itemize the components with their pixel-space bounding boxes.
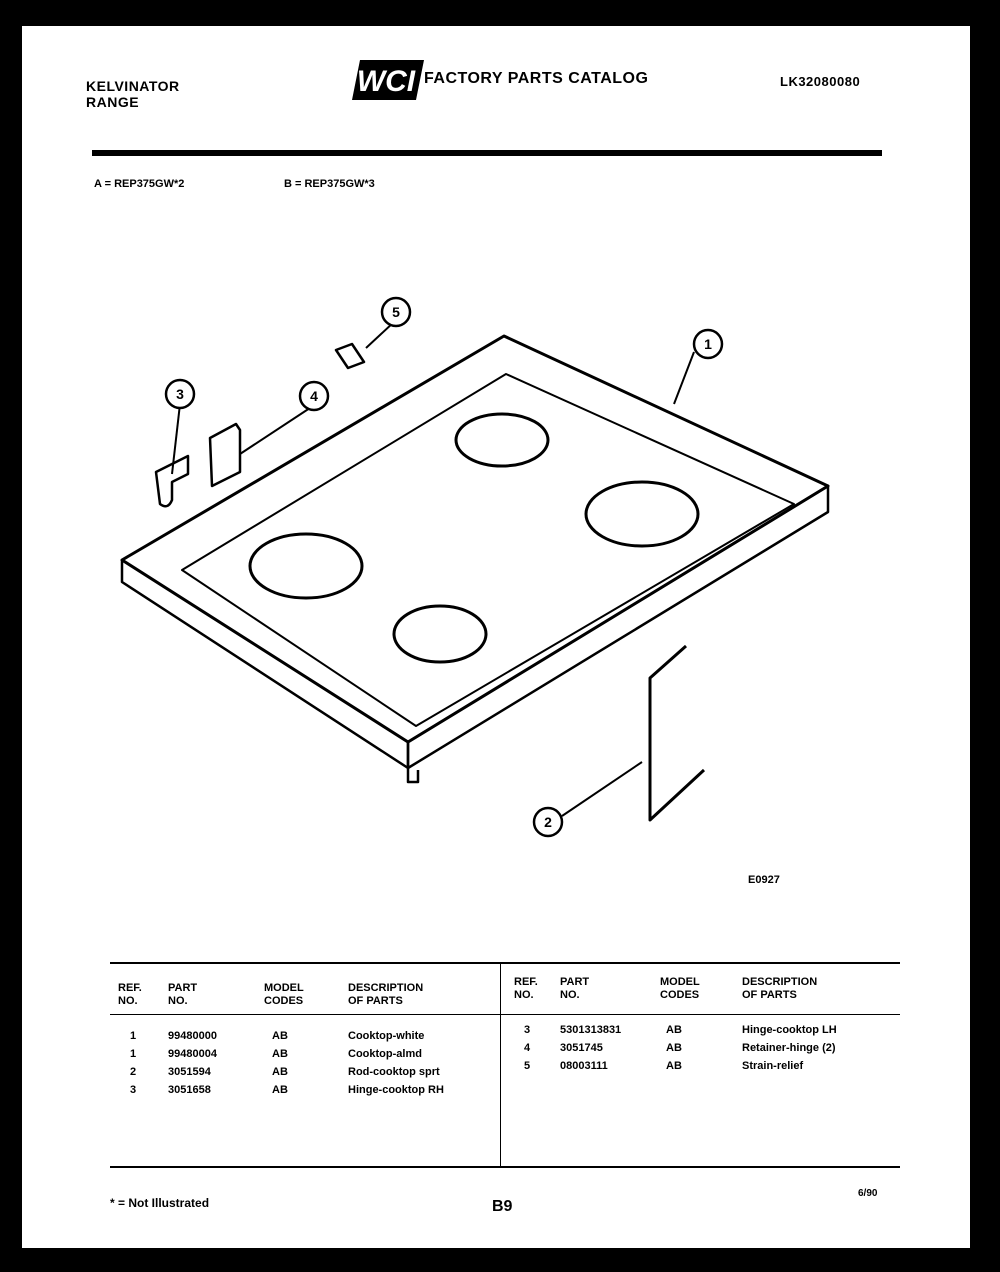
header-description-right: DESCRIPTION OF PARTS bbox=[742, 976, 818, 1001]
burner-opening-rear-right bbox=[586, 482, 698, 546]
page-number: B9 bbox=[492, 1198, 513, 1215]
burner-opening-rear-left bbox=[456, 414, 548, 466]
table-top-rule bbox=[110, 962, 900, 964]
part-5-strain-relief bbox=[336, 344, 364, 368]
table-column-divider bbox=[500, 962, 501, 1166]
callout-4: 4 bbox=[310, 388, 318, 404]
burner-opening-front-right bbox=[394, 606, 486, 662]
burner-opening-front-left bbox=[250, 534, 362, 598]
table-bottom-rule bbox=[110, 1166, 900, 1168]
part-2-rod bbox=[650, 646, 704, 820]
model-a-code: A = REP375GW*2 bbox=[94, 178, 185, 190]
not-illustrated-note: * = Not Illustrated bbox=[110, 1196, 210, 1210]
callout-3: 3 bbox=[176, 386, 184, 402]
cooktop-right-edge bbox=[408, 486, 828, 768]
cooktop-front-edge bbox=[122, 560, 408, 768]
header-ref-no: REF. NO. bbox=[118, 982, 142, 1007]
header-ref-no-right: REF. NO. bbox=[514, 976, 538, 1001]
header-part-no-right: PART NO. bbox=[560, 976, 590, 1001]
catalog-number: LK32080080 bbox=[780, 74, 861, 89]
svg-text:WCI: WCI bbox=[356, 65, 416, 98]
catalog-page: KELVINATOR RANGE WCI FACTORY PARTS CATALOG LK32080080 A = REP375GW*2 B = REP375GW*3 1 2 3 4 5 E0927 REF. NO. PART NO. MODEL CODES DESCRIPTION OF PARTS REF. NO. PART NO. MODEL CODES DESCRIPTION OF PARTS 1 99480000 AB Cooktop-white 1 99480004 AB Cooktop-almd 2 3051594 AB Rod-cooktop sprt 3 3051658 AB Hinge-cooktop RH 3 5301313831 AB Hinge-cooktop LH 4 3051745 AB Retainer-hinge (2) 5 08003111 AB Strain-relief * = Not Illustrated B9 6/90 bbox=[22, 26, 970, 1248]
part-4-retainer bbox=[210, 424, 240, 486]
cooktop-panel bbox=[122, 336, 828, 742]
revision-date: 6/90 bbox=[858, 1188, 878, 1199]
cooktop-exploded-diagram bbox=[22, 26, 970, 926]
header-model-codes-right: MODEL CODES bbox=[660, 976, 700, 1001]
diagram-code: E0927 bbox=[748, 874, 780, 886]
header-model-codes: MODEL CODES bbox=[264, 982, 304, 1007]
callout-1: 1 bbox=[704, 336, 712, 352]
product-type: RANGE bbox=[86, 94, 140, 110]
model-b-code: B = REP375GW*3 bbox=[284, 178, 375, 190]
catalog-title: FACTORY PARTS CATALOG bbox=[424, 70, 649, 87]
header-part-no: PART NO. bbox=[168, 982, 198, 1007]
callout-5: 5 bbox=[392, 304, 400, 320]
brand-name: KELVINATOR bbox=[86, 78, 180, 94]
cooktop-flange bbox=[408, 768, 418, 782]
table-header-rule bbox=[110, 1014, 900, 1015]
part-3-hinge bbox=[156, 456, 188, 506]
callout-2: 2 bbox=[544, 814, 552, 830]
header-description: DESCRIPTION OF PARTS bbox=[348, 982, 424, 1007]
